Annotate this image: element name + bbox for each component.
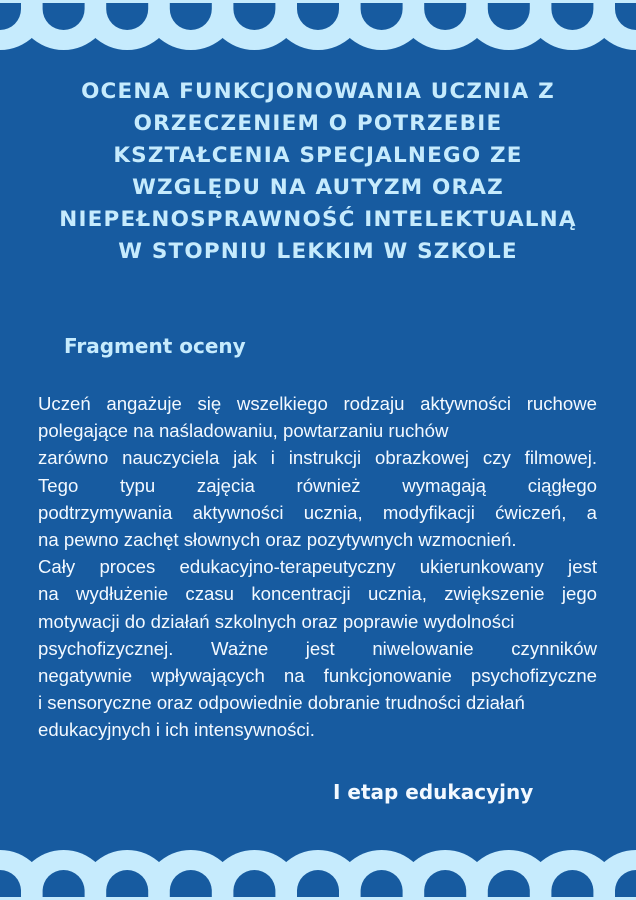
title-line: NIEPEŁNOSPRAWNOŚĆ INTELEKTUALNĄ xyxy=(59,207,577,232)
paragraph-line: na pewno zachęt słownych oraz pozytywnych wzmocnień. xyxy=(38,529,517,551)
title-line: ORZECZENIEM O POTRZEBIE xyxy=(133,111,503,136)
title-line: W STOPNIU LEKKIM W SZKOLE xyxy=(118,239,518,264)
education-stage-label: I etap edukacyjny xyxy=(333,780,534,804)
paragraph-line: psychofizycznej. Ważne jest niwelowanie czynników xyxy=(38,637,597,659)
paragraph-line: Cały proces edukacyjno-terapeutyczny ukierunkowany jest xyxy=(38,556,597,578)
paragraph-line: zarówno nauczyciela jak i instrukcji obrazkowej czy filmowej. xyxy=(38,447,597,469)
top-scalloped-border xyxy=(0,0,636,60)
paragraph-line: edukacyjnych i ich intensywności. xyxy=(38,719,315,741)
assessment-paragraph xyxy=(38,390,597,744)
paragraph-line: negatywnie wpływających na funkcjonowanie psychofizyczne xyxy=(38,665,597,687)
paragraph-line: polegające na naśladowaniu, powtarzaniu ruchów xyxy=(38,420,449,442)
paragraph-line: i sensoryczne oraz odpowiednie dobranie trudności działań xyxy=(38,692,525,714)
paragraph-line: na wydłużenie czasu koncentracji ucznia, zwiększenie jego xyxy=(38,583,597,605)
title-line: WZGLĘDU NA AUTYZM ORAZ xyxy=(132,175,504,200)
paragraph-line: Uczeń angażuje się wszelkiego rodzaju aktywności ruchowe xyxy=(38,393,597,414)
bottom-scalloped-border xyxy=(0,840,636,900)
paragraph-line: podtrzymywania aktywności ucznia, modyfikacji ćwiczeń, a xyxy=(38,501,597,523)
paragraph-line: Tego typu zajęcia również wymagają ciągłego xyxy=(38,474,597,496)
title-line: KSZTAŁCENIA SPECJALNEGO ZE xyxy=(113,143,523,168)
title-line: OCENA FUNKCJONOWANIA UCZNIA Z xyxy=(81,79,555,104)
page-title xyxy=(0,76,636,268)
paragraph-line: motywacji do działań szkolnych oraz poprawie wydolności xyxy=(38,610,515,632)
section-heading: Fragment oceny xyxy=(64,334,246,358)
